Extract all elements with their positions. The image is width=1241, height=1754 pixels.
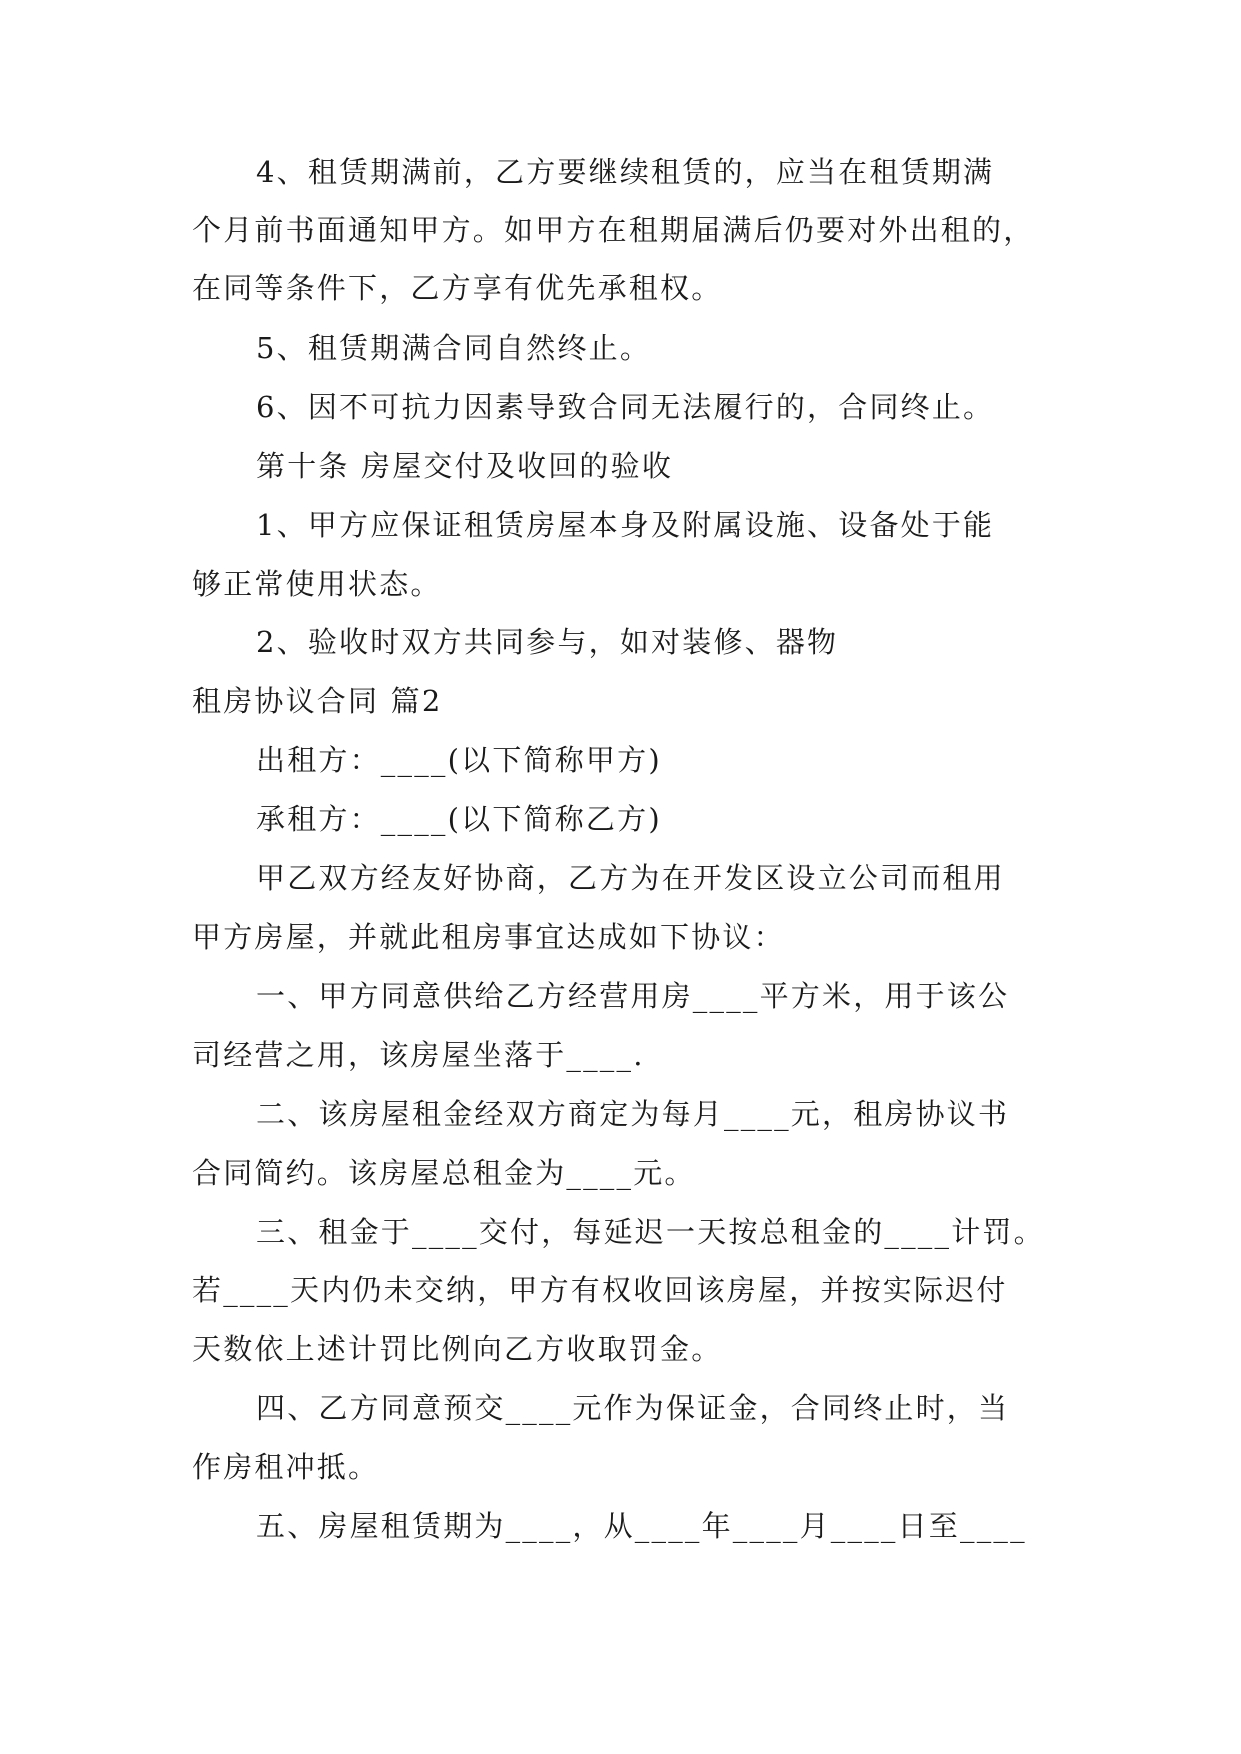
paragraph-line: 天数依上述计罚比例向乙方收取罚金。 <box>192 1332 723 1366</box>
section-heading: 第十条 房屋交付及收回的验收 <box>256 449 674 483</box>
paragraph-line: 4、租赁期满前，乙方要继续租赁的，应当在租赁期满 <box>256 155 995 189</box>
paragraph-line: 若____天内仍未交纳，甲方有权收回该房屋，并按实际迟付 <box>192 1273 1008 1307</box>
paragraph-line: 四、乙方同意预交____元作为保证金，合同终止时，当 <box>256 1391 1010 1425</box>
paragraph-line: 一、甲方同意供给乙方经营用房____平方米，用于该公 <box>256 979 1010 1013</box>
lessor-line: 出租方：____(以下简称甲方) <box>256 743 662 777</box>
paragraph-line: 6、因不可抗力因素导致合同无法履行的，合同终止。 <box>256 390 995 424</box>
paragraph-line: 五、房屋租赁期为____，从____年____月____日至____ <box>256 1509 1027 1543</box>
paragraph-line: 在同等条件下，乙方享有优先承租权。 <box>192 271 723 305</box>
paragraph-line: 2、验收时双方共同参与，如对装修、器物 <box>256 625 839 659</box>
paragraph-line: 个月前书面通知甲方。如甲方在租期届满后仍要对外出租的， <box>192 213 1035 247</box>
paragraph-line: 司经营之用，该房屋坐落于____. <box>192 1038 645 1072</box>
paragraph-line: 作房租冲抵。 <box>192 1450 380 1484</box>
paragraph-line: 甲方房屋，并就此租房事宜达成如下协议： <box>192 920 785 954</box>
paragraph-line: 1、甲方应保证租赁房屋本身及附属设施、设备处于能 <box>256 508 995 542</box>
paragraph-line: 三、租金于____交付，每延迟一天按总租金的____计罚。 <box>256 1215 1045 1249</box>
paragraph-line: 二、该房屋租金经双方商定为每月____元，租房协议书 <box>256 1097 1010 1131</box>
lessee-line: 承租方：____(以下简称乙方) <box>256 802 662 836</box>
paragraph-line: 够正常使用状态。 <box>192 567 442 601</box>
paragraph-line: 甲乙双方经友好协商，乙方为在开发区设立公司而租用 <box>256 861 1005 895</box>
document-title: 租房协议合同 篇2 <box>192 684 443 718</box>
paragraph-line: 5、租赁期满合同自然终止。 <box>256 331 652 365</box>
paragraph-line: 合同简约。该房屋总租金为____元。 <box>192 1156 696 1190</box>
